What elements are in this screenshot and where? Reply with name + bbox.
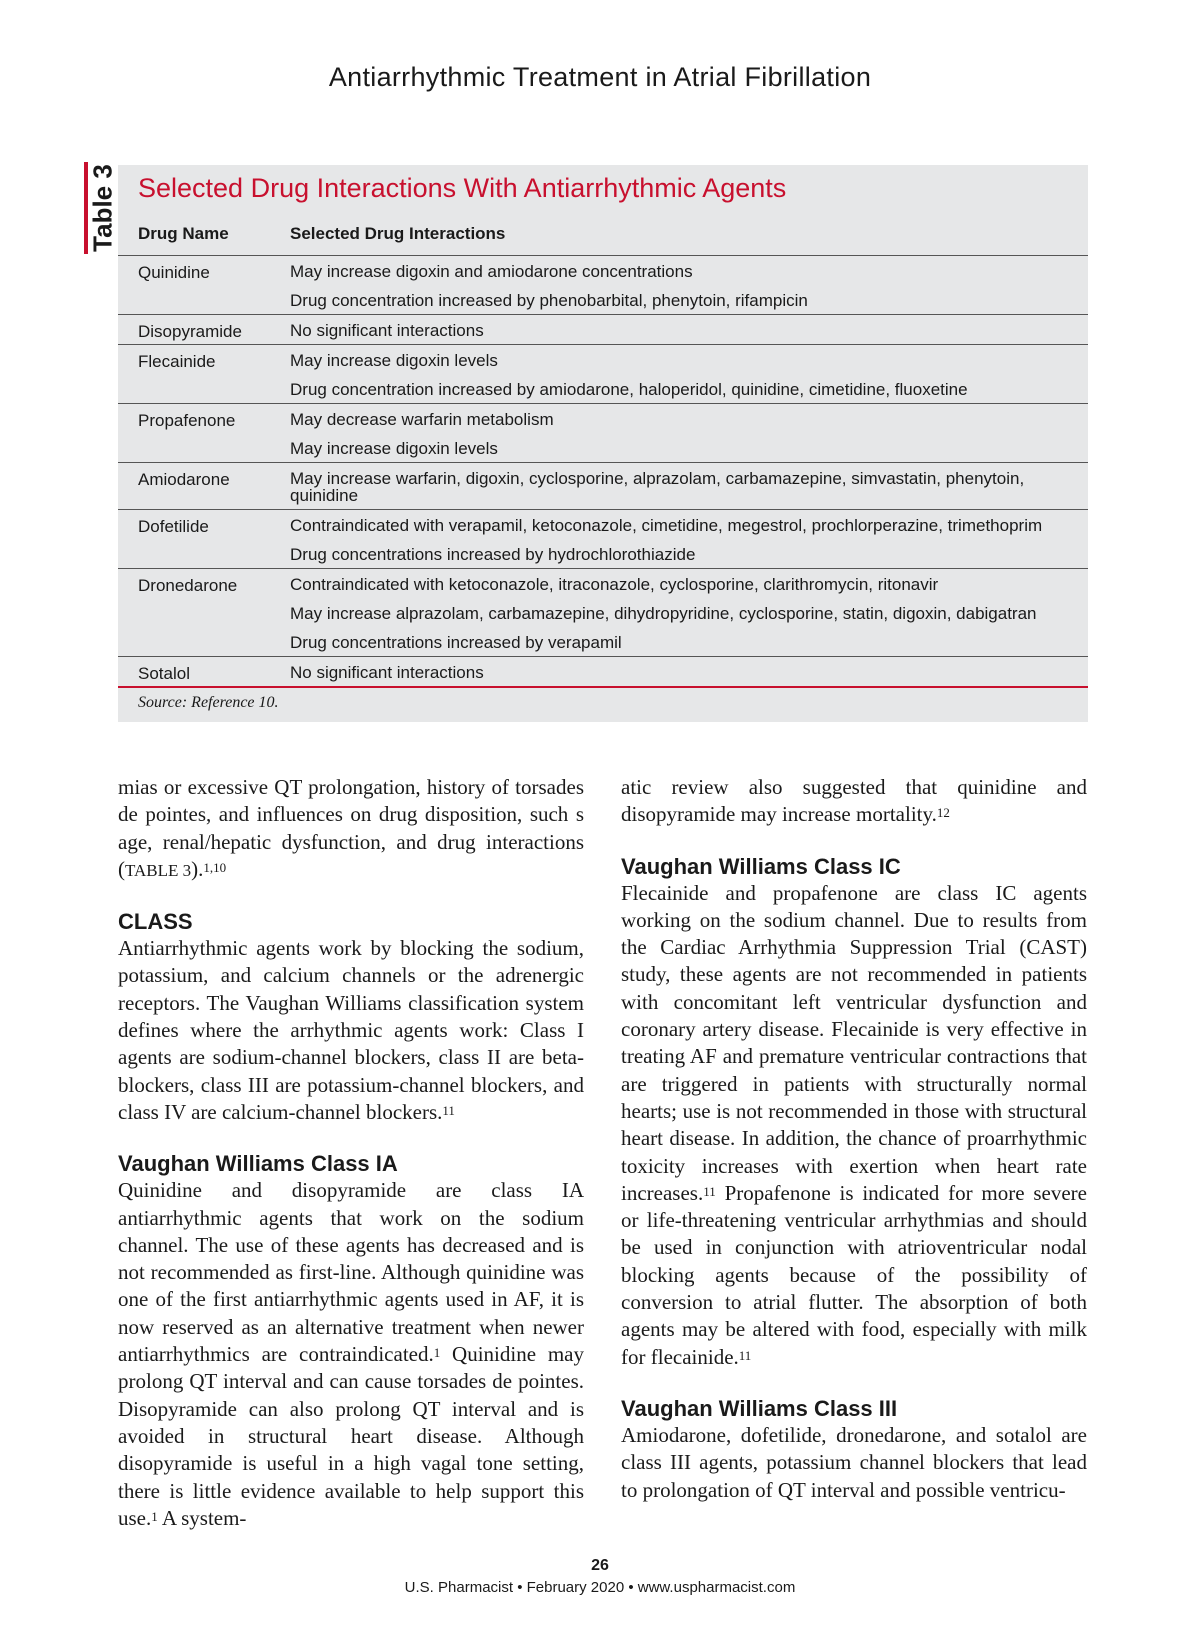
table-row <box>118 657 1088 688</box>
citation-superscript: 1 <box>433 1345 441 1361</box>
table-row <box>118 569 1088 657</box>
page-number: 26 <box>591 1557 609 1574</box>
section-heading-class-ia: Vaughan Williams Class IA <box>118 1151 398 1177</box>
body-paragraph <box>118 1177 584 1532</box>
table-row <box>118 256 1088 315</box>
journal-line: U.S. Pharmacist • February 2020 • www.uspharmacist.com <box>404 1579 796 1596</box>
interaction-cell: No significant interactions <box>290 321 484 340</box>
interaction-cell: May increase warfarin, digoxin, cyclosporine, alprazolam, carbamazepine, simvastatin, phenytoin, quinidine <box>290 469 1025 505</box>
interaction-cell: No significant interactions <box>290 663 484 682</box>
drug-name-cell: Propafenone <box>138 411 236 430</box>
citation-superscript: 11 <box>442 1102 455 1118</box>
interaction-cell: May decrease warfarin metabolism <box>290 410 554 429</box>
table-row <box>118 510 1088 569</box>
text-run: mias or excessive QT prolongation, history of torsades de pointes, and influences on drug disposition, such s age, renal/hepatic dysfunction, and drug interactions ( <box>118 775 584 881</box>
drug-name-cell: Quinidine <box>138 263 210 282</box>
drug-name-cell: Disopyramide <box>138 322 242 341</box>
interaction-cell: Drug concentrations increased by hydrochlorothiazide <box>290 545 696 564</box>
text-run: A system- <box>157 1505 247 1530</box>
page-footer <box>0 1557 1200 1596</box>
table-row <box>118 345 1088 404</box>
body-paragraph <box>621 774 1087 829</box>
table-title: Selected Drug Interactions With Antiarrhythmic Agents <box>138 173 787 203</box>
section-heading-class: CLASS <box>118 909 193 935</box>
table-row <box>118 463 1088 510</box>
body-paragraph <box>118 774 584 884</box>
text-run: ). <box>191 856 204 881</box>
citation-superscript: 11 <box>738 1347 752 1363</box>
body-column-right <box>621 774 1087 1504</box>
section-heading-class-ic: Vaughan Williams Class IC <box>621 853 901 879</box>
drug-name-cell: Flecainide <box>138 352 216 371</box>
column-header-drug-name: Drug Name <box>138 224 229 243</box>
citation-superscript: 12 <box>936 805 950 821</box>
drug-name-cell: Amiodarone <box>138 470 230 489</box>
interaction-cell: Drug concentration increased by phenobarbital, phenytoin, rifampicin <box>290 291 808 310</box>
text-run: Flecainide and propafenone are class IC agents working on the sodium channel. Due to results from the Cardiac Arrhythmia Suppression Trial (CAST) study, these agents are not recommended in patients with concomitant left ventricular dysfunction and coronary artery disease. Flecainide is very effective in treating AF and premature ventricular contractions that are triggered in patients with structurally normal hearts; use is not recommended in those with structural heart disease. In addition, the chance of proarrhythmic toxicity increases with exertion when heart rate increases. <box>621 880 1087 1205</box>
body-column-left <box>118 774 584 1532</box>
interaction-cell: May increase digoxin and amiodarone concentrations <box>290 262 693 281</box>
table-tab-label: Table 3 <box>87 164 118 252</box>
interaction-cell: Contraindicated with ketoconazole, itraconazole, cyclosporine, clarithromycin, ritonavir <box>290 575 939 594</box>
text-run: Antiarrhythmic agents work by blocking the sodium, potassium, and calcium channels or the adrenergic receptors. The Vaughan Williams classification system defines where the arrhythmic agents work: Class I agents are sodium-channel blockers, class II are beta-blockers, class III are potassium-channel blockers, and class IV are calcium-channel blockers. <box>118 936 584 1124</box>
table-row <box>118 315 1088 345</box>
interaction-cell: Drug concentration increased by amiodarone, haloperidol, quinidine, cimetidine, fluoxetine <box>290 380 968 399</box>
interaction-cell: May increase digoxin levels <box>290 439 498 458</box>
table-tab <box>84 162 118 254</box>
citation-superscript: 11 <box>703 1183 716 1199</box>
text-run: Quinidine and disopyramide are class IA antiarrhythmic agents that work on the sodium channel. The use of these agents has decreased and is not recommended as first-line. Although quinidine was one of the first antiarrhythmic agents used in AF, it is now reserved as an alternative treatment when newer antiarrhythmics are contraindicated. <box>118 1178 584 1367</box>
table-source: Source: Reference 10. <box>138 694 279 711</box>
drug-interactions-table <box>118 165 1088 722</box>
body-paragraph <box>621 880 1087 1371</box>
text-run: Quinidine may prolong QT interval and can cause torsades de pointes. Disopyramide can also prolong QT interval and is avoided in structural heart disease. Although disopyramide is useful in a high vagal tone setting, there is little evidence available to help support this use. <box>118 1342 584 1530</box>
drug-name-cell: Sotalol <box>138 664 190 683</box>
drug-name-cell: Dronedarone <box>138 576 238 595</box>
citation-superscript: 1,10 <box>203 859 227 875</box>
running-head: Antiarrhythmic Treatment in Atrial Fibrillation <box>328 62 872 92</box>
text-run: atic review also suggested that quinidine and disopyramide may increase mortality. <box>621 775 1087 827</box>
table-reference: TABLE 3 <box>125 860 192 880</box>
citation-superscript: 1 <box>151 1508 158 1524</box>
table-header-row <box>118 213 1088 256</box>
interaction-cell: Contraindicated with verapamil, ketoconazole, cimetidine, megestrol, prochlorperazine, trimethoprim <box>290 516 1043 535</box>
interaction-cell: May increase digoxin levels <box>290 351 498 370</box>
column-header-interactions: Selected Drug Interactions <box>290 224 506 243</box>
body-paragraph <box>118 935 584 1126</box>
text-run: Propafenone is indicated for more severe or life-threatening ventricular arrhythmias and should be used in conjunction with atrioventricular nodal blocking agents because of the possibility of conversion to atrial flutter. The absorption of both agents may be altered with food, especially with milk for flecainide. <box>621 1180 1087 1369</box>
drug-name-cell: Dofetilide <box>138 517 209 536</box>
interaction-cell: Drug concentrations increased by verapamil <box>290 633 622 652</box>
body-paragraph: Amiodarone, dofetilide, dronedarone, and sotalol are class III agents, potassium channel blockers that lead to prolongation of QT interval and possible ventricu- <box>621 1422 1087 1502</box>
section-heading-class-iii: Vaughan Williams Class III <box>621 1395 898 1421</box>
interaction-cell: May increase alprazolam, carbamazepine, dihydropyridine, cyclosporine, statin, digoxin, dabigatran <box>290 604 1037 623</box>
table-row <box>118 404 1088 463</box>
